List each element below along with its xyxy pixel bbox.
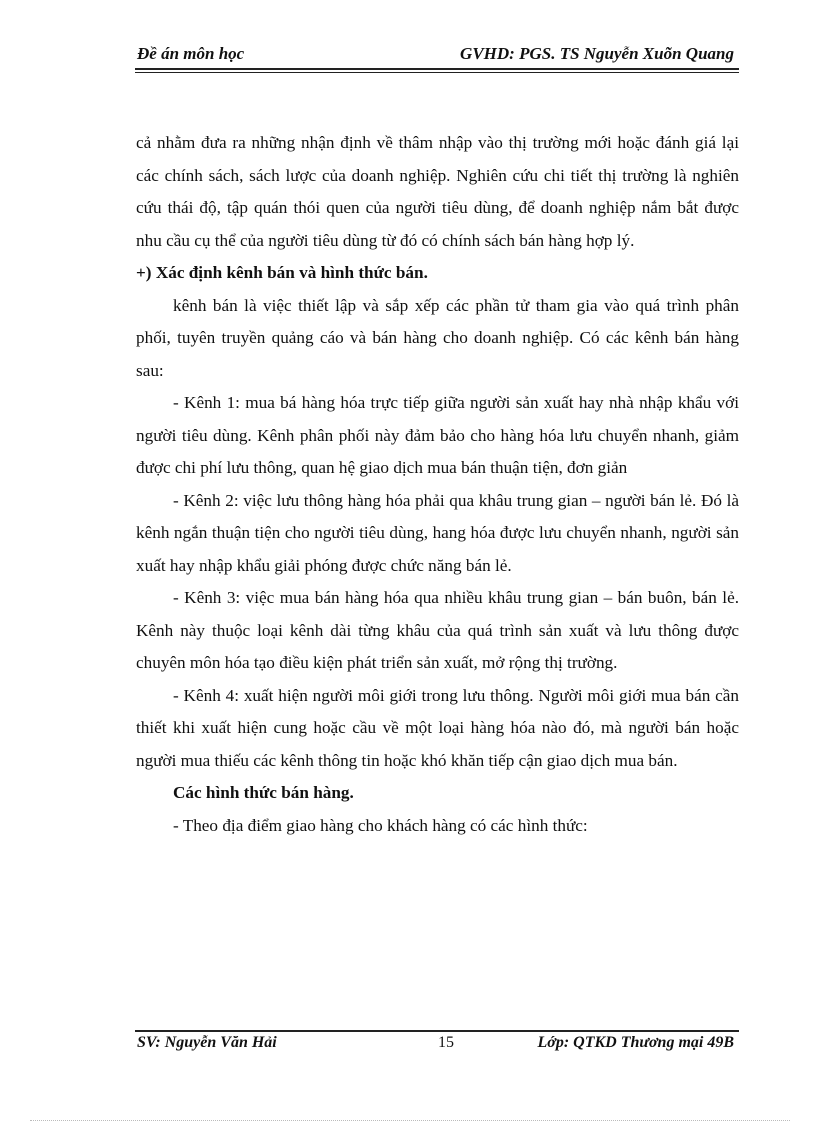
paragraph-channels-intro: kênh bán là việc thiết lập và sắp xếp các phần tử tham gia vào quá trình phân phối, tuyên truyền quảng cáo và bán hàng cho doanh nghiệp. Có các kênh bán hàng sau: (136, 295, 739, 380)
list-item-channel-3: - Kênh 3: việc mua bán hàng hóa qua nhiều khâu trung gian – bán buôn, bán lẻ. Kênh này thuộc loại kênh dài từng khâu của quá trình sản xuất và lưu thông được chuyên môn hóa tạo điều kiện phát triển sản xuất, mở rộng thị trường. (136, 588, 739, 672)
footer-student: SV: Nguyễn Văn Hải (137, 1034, 277, 1051)
list-item-channel-2: - Kênh 2: việc lưu thông hàng hóa phải qua khâu trung gian – người bán lẻ. Đó là kênh ngắn thuận tiện cho người tiêu dùng, hang hóa được lưu chuyển nhanh, người sản xuất hay nhập khẩu giải phóng được chức năng bán lẻ. (136, 490, 739, 575)
footer-class: Lớp: QTKD Thương mại 49B (537, 1034, 734, 1051)
header-course-title: Đề án môn học (137, 44, 245, 63)
header-supervisor: GVHD: PGS. TS Nguyễn Xuõn Quang (460, 44, 734, 63)
body-text (136, 127, 739, 842)
paragraph-delivery-forms: - Theo địa điểm giao hàng cho khách hàng có các hình thức: (173, 815, 588, 835)
section-heading: +) Xác định kênh bán và hình thức bán. (136, 263, 428, 282)
list-item-channel-1: - Kênh 1: mua bá hàng hóa trực tiếp giữa người sản xuất hay nhà nhập khẩu với người tiêu dùng. Kênh phân phối này đảm bảo cho hàng hóa lưu chuyển nhanh, giảm được chi phí lưu thông, quan hệ giao dịch mua bán thuận tiện, đơn giản (136, 393, 739, 477)
page-number: 15 (438, 1034, 454, 1051)
subsection-heading: Các hình thức bán hàng. (173, 783, 354, 802)
list-item-channel-4: - Kênh 4: xuất hiện người môi giới trong lưu thông. Người môi giới mua bán cần thiết khi xuất hiện cung hoặc cầu về một loại hàng hóa nào đó, mà người bán hoặc người mua thiếu các kênh thông tin hoặc khó khăn tiếp cận giao dịch mua bán. (136, 685, 739, 770)
footer-rule (135, 1030, 739, 1032)
header-rule-thin (135, 72, 739, 73)
paragraph-continuation: cả nhằm đưa ra những nhận định về thâm nhập vào thị trường mới hoặc đánh giá lại các chính sách, sách lược của doanh nghiệp. Nghiên cứu chi tiết thị trường là nghiên cứu thái độ, tập quán thói quen của người tiêu dùng, để doanh nghiệp nắm bắt được nhu cầu cụ thể của người tiêu dùng từ đó có chính sách bán hàng hợp lý. (136, 133, 739, 250)
page-edge-dotted-line (30, 1120, 790, 1121)
header-rule (135, 68, 739, 70)
